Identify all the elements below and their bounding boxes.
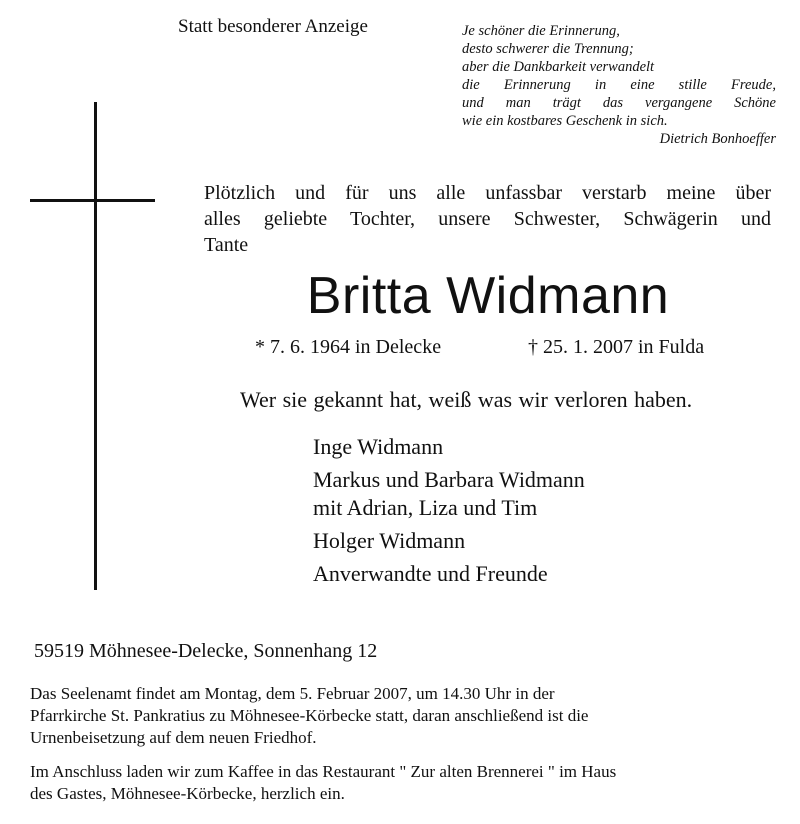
- quote-line: wie ein kostbares Geschenk in sich.: [462, 113, 668, 129]
- coffee-invitation: [30, 761, 770, 805]
- funeral-line: Pfarrkirche St. Pankratius zu Möhnesee-Körbecke statt, daran anschließend ist die: [30, 706, 589, 725]
- cross-icon: [94, 102, 97, 590]
- mourner-name: Anverwandte und Freunde: [313, 561, 548, 586]
- invitation-line: des Gastes, Möhnesee-Körbecke, herzlich ein.: [30, 784, 345, 803]
- bonhoeffer-quote: [462, 22, 776, 148]
- funeral-details: [30, 683, 770, 749]
- invitation-line: Im Anschluss laden wir zum Kaffee in das Restaurant " Zur alten Brennerei " im Haus: [30, 762, 617, 781]
- announcement-line: alles geliebte Tochter, unsere Schwester, Schwägerin und: [204, 208, 771, 230]
- quote-author: Dietrich Bonhoeffer: [659, 131, 776, 147]
- memorial-saying: Wer sie gekannt hat, weiß was wir verloren haben.: [240, 387, 693, 412]
- mourner-name: Inge Widmann: [313, 434, 444, 459]
- funeral-line: Urnenbeisetzung auf dem neuen Friedhof.: [30, 728, 317, 747]
- death-date: † 25. 1. 2007 in Fulda: [528, 336, 705, 358]
- quote-line: aber die Dankbarkeit verwandelt: [462, 59, 655, 75]
- birth-date: * 7. 6. 1964 in Delecke: [255, 336, 442, 358]
- announcement-text: [204, 180, 771, 258]
- mourners-list: [313, 433, 585, 593]
- family-address: 59519 Möhnesee-Delecke, Sonnenhang 12: [34, 640, 378, 662]
- quote-line: und man trägt das vergangene Schöne: [462, 95, 776, 111]
- quote-line: die Erinnerung in eine stille Freude,: [462, 77, 776, 93]
- notice-heading: Statt besonderer Anzeige: [178, 16, 368, 37]
- deceased-name: Britta Widmann: [306, 267, 670, 325]
- cross-icon-bar: [30, 199, 155, 202]
- quote-line: Je schöner die Erinnerung,: [462, 23, 620, 39]
- quote-line: desto schwerer die Trennung;: [462, 41, 634, 57]
- mourner-name: Holger Widmann: [313, 528, 466, 553]
- mourner-name: Markus und Barbara Widmann: [313, 467, 585, 492]
- announcement-line: Plötzlich und für uns alle unfassbar verstarb meine über: [204, 182, 771, 204]
- funeral-line: Das Seelenamt findet am Montag, dem 5. Februar 2007, um 14.30 Uhr in der: [30, 684, 555, 703]
- mourner-name: mit Adrian, Liza und Tim: [313, 495, 538, 520]
- announcement-line: Tante: [204, 234, 249, 256]
